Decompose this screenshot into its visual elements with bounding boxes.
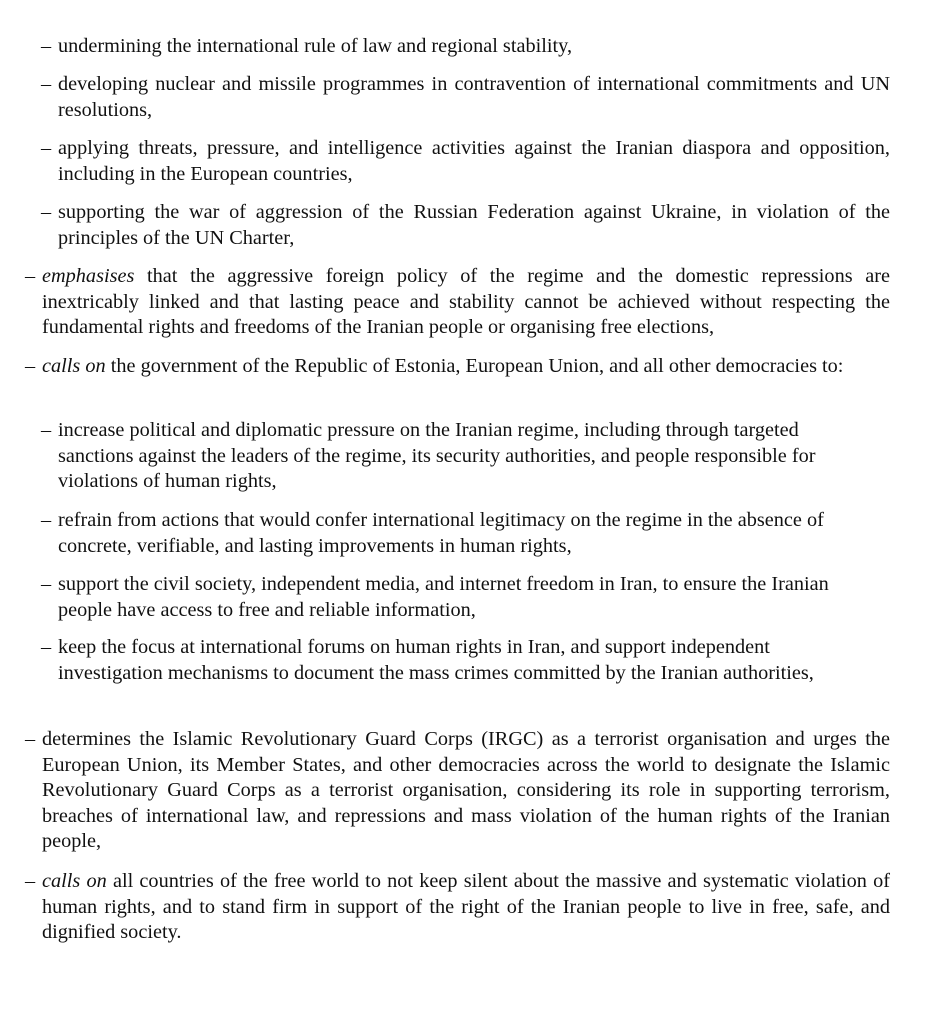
dash-bullet: –	[41, 201, 52, 223]
list-item-text: applying threats, pressure, and intelligence activities against the Iranian diaspora and opposition, including in the European countries,	[58, 137, 890, 185]
list-item-text: increase political and diplomatic pressure on the Iranian regime, including through targeted sanctions against the leaders of the regime, its security authorities, and people responsible for violations of human rights,	[58, 419, 816, 492]
list-item-text: supporting the war of aggression of the Russian Federation against Ukraine, in violation of the principles of the UN Charter,	[58, 201, 890, 249]
dash-bullet: –	[41, 137, 52, 159]
dash-bullet: –	[41, 73, 52, 95]
list-item-calls-on-free-world	[25, 869, 891, 946]
dash-bullet: –	[41, 509, 52, 531]
list-item-threats-against-diaspora	[41, 136, 890, 187]
list-item-lead-verb: calls on	[42, 355, 106, 377]
dash-bullet: –	[41, 35, 52, 57]
dash-bullet: –	[41, 573, 52, 595]
list-item-supporting-russian-aggression	[41, 200, 890, 251]
list-item-keep-focus-forums	[41, 635, 863, 686]
list-item-lead-verb: emphasises	[42, 265, 135, 287]
list-item-text: support the civil society, independent media, and internet freedom in Iran, to ensure the Iranian people have access to free and reliable information,	[58, 573, 829, 621]
dash-bullet: –	[41, 419, 52, 441]
list-item-emphasises	[25, 264, 890, 341]
list-item-nuclear-missile-programmes	[41, 72, 890, 123]
list-item-text: determines the Islamic Revolutionary Guard Corps (IRGC) as a terrorist organisation and urges the European Union, its Member States, and other democracies across the world to designate the Islamic Revolutionary Guard Corps as a terrorist organisation, considering its role in supporting terrorism, breaches of international law, and repressions and mass violation of the human rights of the Iranian people,	[42, 728, 890, 852]
list-item-text: that the aggressive foreign policy of the regime and the domestic repressions are inextricably linked and that lasting peace and stability cannot be achieved without respecting the fundamental rights and freedoms of the Iranian people or organising free elections,	[42, 265, 890, 338]
list-item-undermining-rule-of-law	[41, 34, 890, 60]
list-item-text: developing nuclear and missile programmes in contravention of international commitments and UN resolutions,	[58, 73, 890, 121]
list-item-text: undermining the international rule of law and regional stability,	[58, 35, 573, 57]
list-item-increase-pressure	[41, 418, 828, 495]
list-item-text: keep the focus at international forums on human rights in Iran, and support independent investigation mechanisms to document the mass crimes committed by the Iranian authorities,	[58, 636, 814, 684]
list-item-determines-irgc	[25, 727, 890, 855]
dash-bullet: –	[25, 870, 36, 892]
dash-bullet: –	[25, 728, 36, 750]
list-item-text: the government of the Republic of Estonia, European Union, and all other democracies to:	[105, 355, 844, 377]
list-item-text: refrain from actions that would confer international legitimacy on the regime in the absence of concrete, verifiable, and lasting improvements in human rights,	[58, 509, 824, 557]
list-item-support-civil-society	[41, 572, 863, 623]
list-item-refrain-from-legitimacy	[41, 508, 828, 559]
list-item-text: all countries of the free world to not keep silent about the massive and systematic violation of human rights, and to stand firm in support of the right of the Iranian people to live in free, safe, and dignified society.	[42, 870, 891, 943]
list-item-lead-verb: calls on	[42, 870, 107, 892]
dash-bullet: –	[25, 265, 36, 287]
dash-bullet: –	[25, 355, 36, 377]
dash-bullet: –	[41, 636, 52, 658]
list-item-calls-on-governments	[25, 354, 890, 380]
